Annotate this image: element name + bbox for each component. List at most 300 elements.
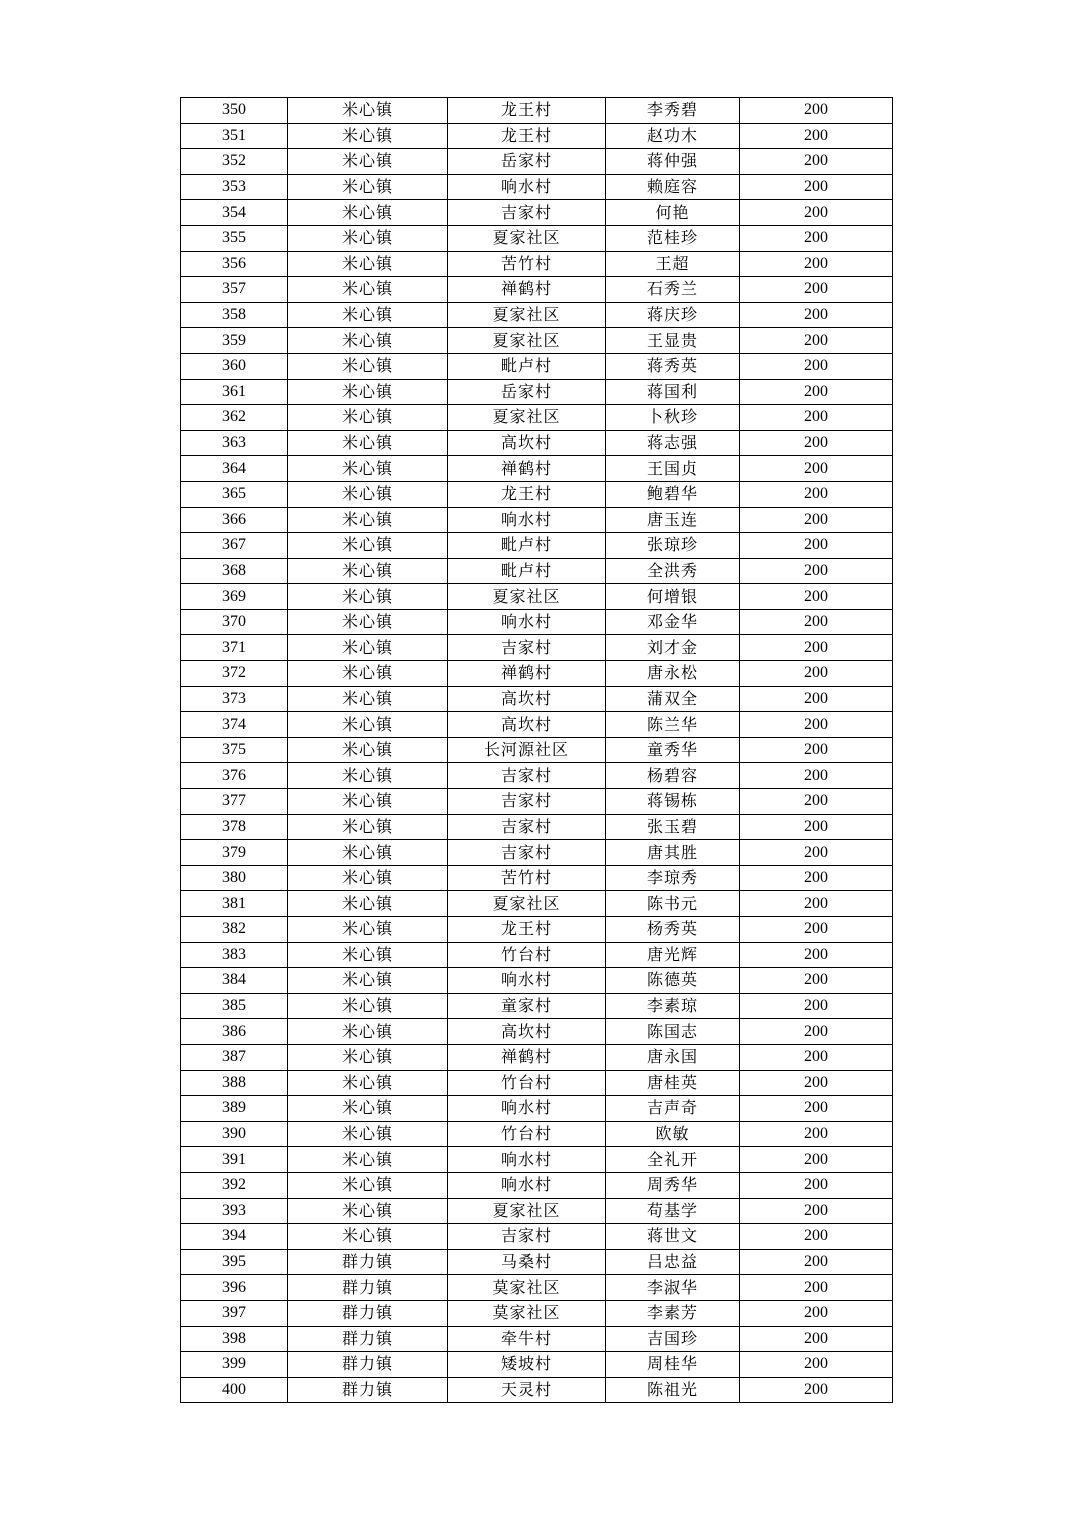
cell-village: 吉家村 xyxy=(448,1224,606,1250)
cell-person-name: 欧敏 xyxy=(606,1121,740,1147)
cell-serial-number: 353 xyxy=(181,174,288,200)
cell-person-name: 全礼开 xyxy=(606,1147,740,1173)
table-row xyxy=(181,891,893,917)
cell-serial-number: 362 xyxy=(181,405,288,431)
cell-person-name: 陈国志 xyxy=(606,1019,740,1045)
table-row xyxy=(181,1249,893,1275)
cell-serial-number: 352 xyxy=(181,149,288,175)
table-row xyxy=(181,1019,893,1045)
cell-village: 禅鹤村 xyxy=(448,456,606,482)
cell-village: 竹台村 xyxy=(448,1070,606,1096)
cell-serial-number: 399 xyxy=(181,1352,288,1378)
table-row xyxy=(181,609,893,635)
cell-serial-number: 373 xyxy=(181,686,288,712)
cell-town: 米心镇 xyxy=(288,1019,448,1045)
cell-town: 群力镇 xyxy=(288,1352,448,1378)
cell-amount: 200 xyxy=(740,481,893,507)
cell-person-name: 赵功木 xyxy=(606,123,740,149)
cell-serial-number: 380 xyxy=(181,865,288,891)
cell-village: 牵牛村 xyxy=(448,1326,606,1352)
cell-serial-number: 386 xyxy=(181,1019,288,1045)
cell-serial-number: 354 xyxy=(181,200,288,226)
table-row xyxy=(181,789,893,815)
cell-serial-number: 370 xyxy=(181,609,288,635)
cell-serial-number: 395 xyxy=(181,1249,288,1275)
cell-village: 高坎村 xyxy=(448,1019,606,1045)
cell-person-name: 李琼秀 xyxy=(606,865,740,891)
cell-village: 夏家社区 xyxy=(448,328,606,354)
cell-person-name: 张琼珍 xyxy=(606,533,740,559)
cell-amount: 200 xyxy=(740,456,893,482)
cell-amount: 200 xyxy=(740,1019,893,1045)
table-row xyxy=(181,251,893,277)
table-row xyxy=(181,328,893,354)
cell-amount: 200 xyxy=(740,865,893,891)
cell-town: 米心镇 xyxy=(288,609,448,635)
cell-person-name: 杨秀英 xyxy=(606,917,740,943)
cell-amount: 200 xyxy=(740,789,893,815)
cell-town: 米心镇 xyxy=(288,789,448,815)
cell-amount: 200 xyxy=(740,98,893,124)
cell-serial-number: 359 xyxy=(181,328,288,354)
cell-serial-number: 361 xyxy=(181,379,288,405)
cell-serial-number: 350 xyxy=(181,98,288,124)
cell-serial-number: 384 xyxy=(181,968,288,994)
cell-village: 长河源社区 xyxy=(448,737,606,763)
cell-person-name: 李素芳 xyxy=(606,1300,740,1326)
cell-person-name: 李秀碧 xyxy=(606,98,740,124)
table-row xyxy=(181,1326,893,1352)
cell-village: 龙王村 xyxy=(448,917,606,943)
cell-amount: 200 xyxy=(740,1352,893,1378)
cell-amount: 200 xyxy=(740,584,893,610)
cell-amount: 200 xyxy=(740,1044,893,1070)
table-row xyxy=(181,405,893,431)
cell-serial-number: 382 xyxy=(181,917,288,943)
cell-village: 毗卢村 xyxy=(448,353,606,379)
cell-town: 米心镇 xyxy=(288,405,448,431)
cell-village: 吉家村 xyxy=(448,763,606,789)
cell-amount: 200 xyxy=(740,993,893,1019)
cell-serial-number: 364 xyxy=(181,456,288,482)
table-row xyxy=(181,507,893,533)
cell-amount: 200 xyxy=(740,1096,893,1122)
cell-serial-number: 366 xyxy=(181,507,288,533)
cell-person-name: 唐永松 xyxy=(606,661,740,687)
cell-town: 米心镇 xyxy=(288,840,448,866)
cell-village: 高坎村 xyxy=(448,712,606,738)
cell-village: 苦竹村 xyxy=(448,865,606,891)
cell-serial-number: 357 xyxy=(181,277,288,303)
table-row xyxy=(181,430,893,456)
cell-serial-number: 377 xyxy=(181,789,288,815)
cell-amount: 200 xyxy=(740,1224,893,1250)
cell-town: 米心镇 xyxy=(288,814,448,840)
table-row xyxy=(181,661,893,687)
cell-village: 高坎村 xyxy=(448,430,606,456)
cell-village: 吉家村 xyxy=(448,789,606,815)
table-row xyxy=(181,1070,893,1096)
cell-serial-number: 394 xyxy=(181,1224,288,1250)
table-row xyxy=(181,737,893,763)
cell-amount: 200 xyxy=(740,635,893,661)
cell-amount: 200 xyxy=(740,225,893,251)
cell-town: 米心镇 xyxy=(288,174,448,200)
table-row xyxy=(181,686,893,712)
table-row xyxy=(181,968,893,994)
cell-town: 米心镇 xyxy=(288,1121,448,1147)
cell-town: 群力镇 xyxy=(288,1326,448,1352)
cell-town: 米心镇 xyxy=(288,1070,448,1096)
cell-town: 米心镇 xyxy=(288,1172,448,1198)
table-row xyxy=(181,1172,893,1198)
cell-village: 夏家社区 xyxy=(448,225,606,251)
cell-village: 响水村 xyxy=(448,1172,606,1198)
cell-amount: 200 xyxy=(740,917,893,943)
cell-person-name: 唐其胜 xyxy=(606,840,740,866)
cell-village: 响水村 xyxy=(448,1096,606,1122)
cell-town: 米心镇 xyxy=(288,533,448,559)
cell-person-name: 陈书元 xyxy=(606,891,740,917)
cell-village: 高坎村 xyxy=(448,686,606,712)
roster-table xyxy=(180,97,893,1403)
cell-village: 龙王村 xyxy=(448,481,606,507)
cell-person-name: 蒲双全 xyxy=(606,686,740,712)
cell-serial-number: 355 xyxy=(181,225,288,251)
cell-amount: 200 xyxy=(740,379,893,405)
cell-town: 米心镇 xyxy=(288,328,448,354)
table-row xyxy=(181,1377,893,1403)
cell-village: 马桑村 xyxy=(448,1249,606,1275)
cell-amount: 200 xyxy=(740,712,893,738)
cell-serial-number: 379 xyxy=(181,840,288,866)
cell-village: 响水村 xyxy=(448,1147,606,1173)
cell-serial-number: 392 xyxy=(181,1172,288,1198)
cell-village: 童家村 xyxy=(448,993,606,1019)
table-row xyxy=(181,635,893,661)
cell-amount: 200 xyxy=(740,405,893,431)
cell-town: 米心镇 xyxy=(288,507,448,533)
roster-table-body xyxy=(181,98,893,1403)
cell-person-name: 刘才金 xyxy=(606,635,740,661)
cell-town: 米心镇 xyxy=(288,635,448,661)
cell-town: 米心镇 xyxy=(288,558,448,584)
cell-town: 米心镇 xyxy=(288,149,448,175)
cell-village: 响水村 xyxy=(448,507,606,533)
cell-serial-number: 365 xyxy=(181,481,288,507)
cell-town: 米心镇 xyxy=(288,865,448,891)
table-row xyxy=(181,865,893,891)
cell-serial-number: 363 xyxy=(181,430,288,456)
cell-village: 响水村 xyxy=(448,609,606,635)
cell-town: 米心镇 xyxy=(288,661,448,687)
cell-serial-number: 371 xyxy=(181,635,288,661)
cell-amount: 200 xyxy=(740,661,893,687)
cell-person-name: 王超 xyxy=(606,251,740,277)
cell-serial-number: 385 xyxy=(181,993,288,1019)
cell-serial-number: 393 xyxy=(181,1198,288,1224)
cell-person-name: 范桂珍 xyxy=(606,225,740,251)
table-row xyxy=(181,763,893,789)
cell-amount: 200 xyxy=(740,1172,893,1198)
cell-serial-number: 388 xyxy=(181,1070,288,1096)
cell-village: 夏家社区 xyxy=(448,405,606,431)
cell-amount: 200 xyxy=(740,840,893,866)
cell-town: 米心镇 xyxy=(288,1198,448,1224)
cell-town: 米心镇 xyxy=(288,481,448,507)
cell-amount: 200 xyxy=(740,200,893,226)
cell-serial-number: 368 xyxy=(181,558,288,584)
cell-person-name: 蒋仲强 xyxy=(606,149,740,175)
cell-village: 夏家社区 xyxy=(448,1198,606,1224)
cell-serial-number: 378 xyxy=(181,814,288,840)
cell-amount: 200 xyxy=(740,1198,893,1224)
cell-person-name: 吕忠益 xyxy=(606,1249,740,1275)
cell-village: 莫家社区 xyxy=(448,1300,606,1326)
cell-serial-number: 381 xyxy=(181,891,288,917)
table-row xyxy=(181,712,893,738)
cell-person-name: 唐永国 xyxy=(606,1044,740,1070)
cell-person-name: 童秀华 xyxy=(606,737,740,763)
cell-person-name: 陈德英 xyxy=(606,968,740,994)
cell-amount: 200 xyxy=(740,814,893,840)
table-row xyxy=(181,1275,893,1301)
cell-village: 禅鹤村 xyxy=(448,1044,606,1070)
table-row xyxy=(181,353,893,379)
cell-village: 毗卢村 xyxy=(448,558,606,584)
cell-town: 群力镇 xyxy=(288,1249,448,1275)
cell-amount: 200 xyxy=(740,174,893,200)
cell-amount: 200 xyxy=(740,507,893,533)
cell-town: 群力镇 xyxy=(288,1300,448,1326)
cell-serial-number: 390 xyxy=(181,1121,288,1147)
cell-person-name: 何艳 xyxy=(606,200,740,226)
cell-town: 米心镇 xyxy=(288,353,448,379)
cell-person-name: 李淑华 xyxy=(606,1275,740,1301)
cell-serial-number: 376 xyxy=(181,763,288,789)
cell-town: 米心镇 xyxy=(288,456,448,482)
cell-person-name: 吉国珍 xyxy=(606,1326,740,1352)
table-row xyxy=(181,1198,893,1224)
cell-person-name: 蒋锡栋 xyxy=(606,789,740,815)
cell-village: 夏家社区 xyxy=(448,584,606,610)
cell-amount: 200 xyxy=(740,1147,893,1173)
cell-town: 米心镇 xyxy=(288,584,448,610)
cell-person-name: 蒋国利 xyxy=(606,379,740,405)
cell-town: 米心镇 xyxy=(288,225,448,251)
cell-serial-number: 398 xyxy=(181,1326,288,1352)
cell-person-name: 王显贵 xyxy=(606,328,740,354)
cell-amount: 200 xyxy=(740,1070,893,1096)
table-row xyxy=(181,942,893,968)
cell-person-name: 周秀华 xyxy=(606,1172,740,1198)
cell-town: 米心镇 xyxy=(288,277,448,303)
table-row xyxy=(181,149,893,175)
table-row xyxy=(181,123,893,149)
cell-person-name: 陈兰华 xyxy=(606,712,740,738)
cell-village: 莫家社区 xyxy=(448,1275,606,1301)
cell-person-name: 吉声奇 xyxy=(606,1096,740,1122)
roster-sheet xyxy=(180,97,892,1403)
cell-town: 米心镇 xyxy=(288,1224,448,1250)
table-row xyxy=(181,379,893,405)
table-row xyxy=(181,840,893,866)
cell-serial-number: 389 xyxy=(181,1096,288,1122)
cell-person-name: 赖庭容 xyxy=(606,174,740,200)
cell-person-name: 唐桂英 xyxy=(606,1070,740,1096)
cell-amount: 200 xyxy=(740,277,893,303)
cell-serial-number: 360 xyxy=(181,353,288,379)
table-row xyxy=(181,481,893,507)
cell-town: 米心镇 xyxy=(288,1147,448,1173)
cell-town: 米心镇 xyxy=(288,993,448,1019)
cell-person-name: 鲍碧华 xyxy=(606,481,740,507)
cell-amount: 200 xyxy=(740,123,893,149)
cell-village: 竹台村 xyxy=(448,1121,606,1147)
cell-village: 龙王村 xyxy=(448,123,606,149)
cell-town: 米心镇 xyxy=(288,251,448,277)
cell-person-name: 张玉碧 xyxy=(606,814,740,840)
cell-town: 米心镇 xyxy=(288,763,448,789)
cell-village: 龙王村 xyxy=(448,98,606,124)
cell-village: 岳家村 xyxy=(448,379,606,405)
cell-town: 米心镇 xyxy=(288,430,448,456)
cell-serial-number: 387 xyxy=(181,1044,288,1070)
cell-village: 苦竹村 xyxy=(448,251,606,277)
cell-amount: 200 xyxy=(740,149,893,175)
cell-amount: 200 xyxy=(740,328,893,354)
cell-serial-number: 358 xyxy=(181,302,288,328)
cell-village: 矮坡村 xyxy=(448,1352,606,1378)
cell-serial-number: 397 xyxy=(181,1300,288,1326)
cell-town: 米心镇 xyxy=(288,891,448,917)
cell-town: 米心镇 xyxy=(288,712,448,738)
cell-village: 禅鹤村 xyxy=(448,277,606,303)
cell-village: 天灵村 xyxy=(448,1377,606,1403)
cell-town: 米心镇 xyxy=(288,737,448,763)
table-row xyxy=(181,98,893,124)
cell-amount: 200 xyxy=(740,891,893,917)
cell-amount: 200 xyxy=(740,1249,893,1275)
cell-amount: 200 xyxy=(740,302,893,328)
cell-person-name: 全洪秀 xyxy=(606,558,740,584)
cell-serial-number: 375 xyxy=(181,737,288,763)
table-row xyxy=(181,1044,893,1070)
cell-village: 夏家社区 xyxy=(448,891,606,917)
cell-amount: 200 xyxy=(740,1377,893,1403)
table-row xyxy=(181,533,893,559)
cell-town: 米心镇 xyxy=(288,302,448,328)
cell-town: 米心镇 xyxy=(288,98,448,124)
cell-village: 吉家村 xyxy=(448,840,606,866)
cell-town: 米心镇 xyxy=(288,942,448,968)
cell-amount: 200 xyxy=(740,430,893,456)
cell-town: 米心镇 xyxy=(288,200,448,226)
cell-village: 夏家社区 xyxy=(448,302,606,328)
cell-serial-number: 374 xyxy=(181,712,288,738)
cell-amount: 200 xyxy=(740,1300,893,1326)
cell-village: 响水村 xyxy=(448,968,606,994)
table-row xyxy=(181,993,893,1019)
table-row xyxy=(181,225,893,251)
cell-village: 吉家村 xyxy=(448,200,606,226)
cell-serial-number: 369 xyxy=(181,584,288,610)
cell-person-name: 李素琼 xyxy=(606,993,740,1019)
cell-serial-number: 400 xyxy=(181,1377,288,1403)
cell-person-name: 唐玉连 xyxy=(606,507,740,533)
cell-town: 米心镇 xyxy=(288,686,448,712)
cell-amount: 200 xyxy=(740,763,893,789)
cell-person-name: 卜秋珍 xyxy=(606,405,740,431)
table-row xyxy=(181,1300,893,1326)
cell-village: 响水村 xyxy=(448,174,606,200)
cell-person-name: 陈祖光 xyxy=(606,1377,740,1403)
cell-person-name: 蒋庆珍 xyxy=(606,302,740,328)
cell-person-name: 周桂华 xyxy=(606,1352,740,1378)
cell-amount: 200 xyxy=(740,533,893,559)
cell-town: 米心镇 xyxy=(288,917,448,943)
cell-town: 米心镇 xyxy=(288,123,448,149)
cell-serial-number: 356 xyxy=(181,251,288,277)
cell-amount: 200 xyxy=(740,1121,893,1147)
cell-person-name: 蒋秀英 xyxy=(606,353,740,379)
cell-serial-number: 383 xyxy=(181,942,288,968)
cell-person-name: 蒋世文 xyxy=(606,1224,740,1250)
cell-amount: 200 xyxy=(740,942,893,968)
cell-person-name: 杨碧容 xyxy=(606,763,740,789)
cell-amount: 200 xyxy=(740,686,893,712)
table-row xyxy=(181,1096,893,1122)
cell-village: 毗卢村 xyxy=(448,533,606,559)
cell-town: 米心镇 xyxy=(288,1044,448,1070)
cell-amount: 200 xyxy=(740,737,893,763)
cell-town: 米心镇 xyxy=(288,1096,448,1122)
table-row xyxy=(181,1224,893,1250)
cell-serial-number: 391 xyxy=(181,1147,288,1173)
table-row xyxy=(181,558,893,584)
table-row xyxy=(181,584,893,610)
cell-amount: 200 xyxy=(740,1326,893,1352)
table-row xyxy=(181,200,893,226)
cell-person-name: 邓金华 xyxy=(606,609,740,635)
cell-town: 群力镇 xyxy=(288,1377,448,1403)
cell-amount: 200 xyxy=(740,968,893,994)
table-row xyxy=(181,814,893,840)
cell-person-name: 唐光辉 xyxy=(606,942,740,968)
cell-person-name: 苟基学 xyxy=(606,1198,740,1224)
cell-serial-number: 351 xyxy=(181,123,288,149)
table-row xyxy=(181,302,893,328)
cell-amount: 200 xyxy=(740,558,893,584)
cell-village: 岳家村 xyxy=(448,149,606,175)
cell-amount: 200 xyxy=(740,609,893,635)
cell-serial-number: 396 xyxy=(181,1275,288,1301)
table-row xyxy=(181,277,893,303)
cell-town: 米心镇 xyxy=(288,968,448,994)
cell-village: 吉家村 xyxy=(448,635,606,661)
cell-village: 禅鹤村 xyxy=(448,661,606,687)
table-row xyxy=(181,1352,893,1378)
table-row xyxy=(181,456,893,482)
cell-person-name: 石秀兰 xyxy=(606,277,740,303)
table-row xyxy=(181,1147,893,1173)
cell-person-name: 王国贞 xyxy=(606,456,740,482)
cell-serial-number: 372 xyxy=(181,661,288,687)
cell-village: 吉家村 xyxy=(448,814,606,840)
table-row xyxy=(181,174,893,200)
cell-town: 群力镇 xyxy=(288,1275,448,1301)
cell-amount: 200 xyxy=(740,353,893,379)
